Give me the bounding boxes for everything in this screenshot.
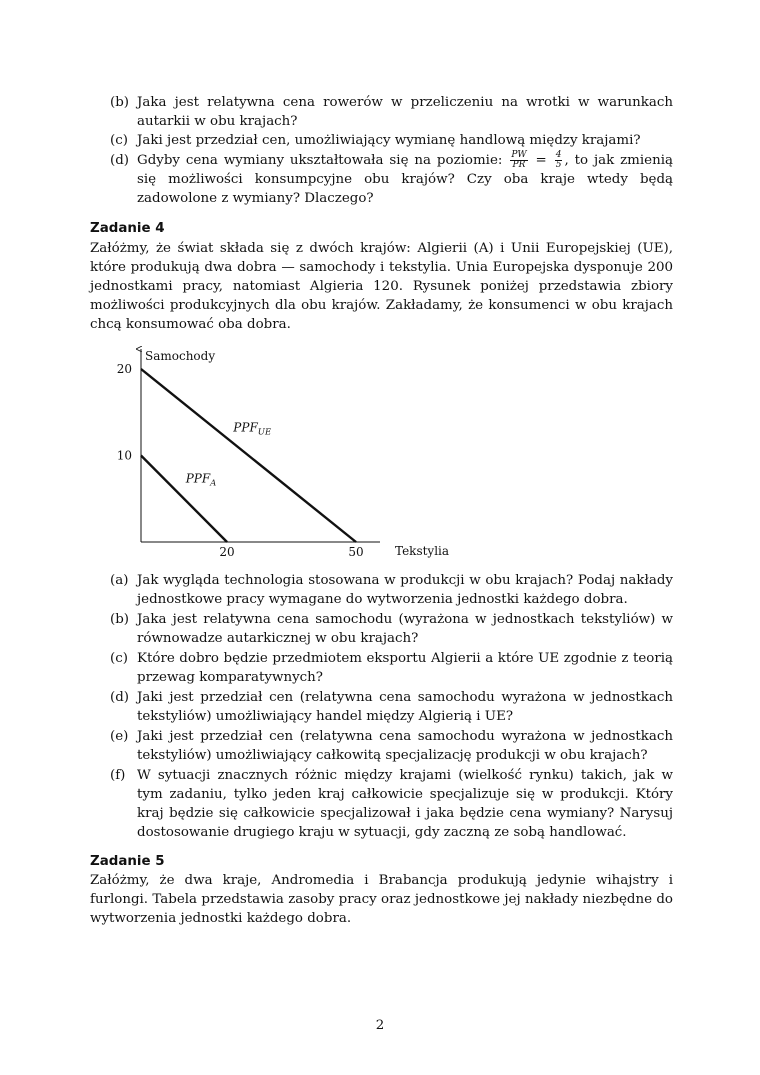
item-label: (a) — [110, 573, 129, 588]
item-label: (e) — [110, 729, 129, 744]
item-text: Jaka jest relatywna cena samochodu (wyrażona w jednostkach tekstyliów) w równowadze autarkicznej w obu krajach? — [137, 612, 673, 646]
x-axis-label: Tekstylia — [395, 544, 450, 558]
fraction-numerator: PW — [511, 150, 527, 160]
y-tick-label-10: 10 — [116, 448, 132, 463]
series-line-ppf-ue — [141, 369, 356, 542]
item-label: (c) — [110, 133, 128, 148]
item-label: (b) — [110, 612, 130, 627]
series-label-main: PPF — [233, 420, 258, 435]
item-text: Jaka jest relatywna cena rowerów w przeliczeniu na wrotki w warunkach autarkii w obu krajach? — [137, 95, 673, 129]
page-number: 2 — [375, 1018, 385, 1033]
x-tick-label-20: 20 — [219, 545, 235, 559]
item-text: Jaki jest przedział cen (relatywna cena samochodu wyrażona w jednostkach tekstyliów) umożliwiający handel między Algierią i UE? — [137, 690, 673, 724]
question-4c — [110, 649, 673, 687]
item-text: Jaki jest przedział cen, umożliwiający wymianę handlową między krajami? — [137, 133, 641, 148]
series-label-ppf-ue — [232, 421, 272, 438]
fraction-numerator: 4 — [555, 150, 562, 160]
equals-sign: = — [535, 153, 547, 168]
item-text: Które dobro będzie przedmiotem eksportu Algierii a które UE zgodnie z teorią przewag komparatywnych? — [137, 651, 673, 685]
question-prev-c — [110, 131, 673, 150]
task4-heading: Zadanie 4 — [90, 221, 165, 236]
series-line-ppf-a — [141, 456, 227, 543]
value-fraction — [555, 151, 563, 170]
item-text-before: Gdyby cena wymiany ukształtowała się na poziomie: — [137, 153, 503, 168]
question-4b — [110, 610, 673, 648]
question-4f — [110, 766, 673, 842]
item-label: (b) — [110, 95, 130, 110]
item-label: (d) — [110, 690, 130, 705]
series-label-sub: A — [210, 478, 217, 489]
question-prev-b — [110, 93, 673, 131]
item-label: (d) — [110, 153, 130, 168]
chart-marks — [117, 362, 364, 559]
fraction-denominator: 5 — [555, 160, 562, 170]
item-text: W sytuacji znacznych różnic między krajami (wielkość rynku) takich, jak w tym zadaniu, tylko jeden kraj całkowicie specjalizuje się w produkcji. Który kraj będzie się całkowicie specjalizował i jaka będzie cena wymiany? Narysuj dostosowanie drugiego kraju w sytuacji, gdy zaczną ze sobą handlować. — [137, 768, 673, 840]
series-label-ppf-a — [185, 471, 217, 488]
item-label: (c) — [110, 651, 128, 666]
item-text: Jak wygląda technologia stosowana w produkcji w obu krajach? Podaj nakłady jednostkowe pracy wymagane do wytworzenia jednostki każdego dobra. — [137, 573, 673, 607]
ppf-chart — [110, 345, 470, 575]
fraction-denominator: PR — [512, 160, 526, 170]
item-text-after: , to jak zmienią się możliwości konsumpcyjne obu krajów? Czy oba kraje wtedy będą zadowolone z wymiany? Dlaczego? — [137, 153, 673, 206]
series-label-sub: UE — [257, 427, 272, 438]
item-label: (f) — [110, 768, 126, 783]
item-text: Jaki jest przedział cen (relatywna cena samochodu wyrażona w jednostkach tekstyliów) umożliwiający całkowitą specjalizację produkcji w obu krajach? — [137, 729, 673, 763]
price-ratio-fraction — [510, 151, 527, 170]
y-axis-label: Samochody — [145, 349, 216, 363]
question-4a — [110, 571, 673, 609]
y-tick-label-20: 20 — [116, 362, 132, 376]
question-prev-d — [110, 150, 673, 208]
series-label-main: PPF — [185, 471, 211, 486]
question-4d — [110, 688, 673, 726]
task5-intro: Załóżmy, że dwa kraje, Andromedia i Brabancja produkują jedynie wihajstry i furlongi. Tabela przedstawia zasoby pracy oraz jednostkowe jej nakłady niezbędne do wytworzenia jednostki każdego dobra. — [90, 873, 673, 926]
task4-intro: Załóżmy, że świat składa się z dwóch krajów: Algierii (A) i Unii Europejskiej (UE), które produkują dwa dobra — samochody i tekstylia. Unia Europejska dysponuje 200 jednostkami pracy, natomiast Algieria 120. Rysunek poniżej przedstawia zbiory możliwości produkcyjnych dla obu krajów. Zakładamy, że konsumenci w obu krajach chcą konsumować oba dobra. — [90, 241, 673, 332]
x-tick-label-50: 50 — [348, 545, 364, 559]
item-text — [137, 151, 673, 208]
task5-heading: Zadanie 5 — [90, 854, 165, 869]
question-4e — [110, 727, 673, 765]
